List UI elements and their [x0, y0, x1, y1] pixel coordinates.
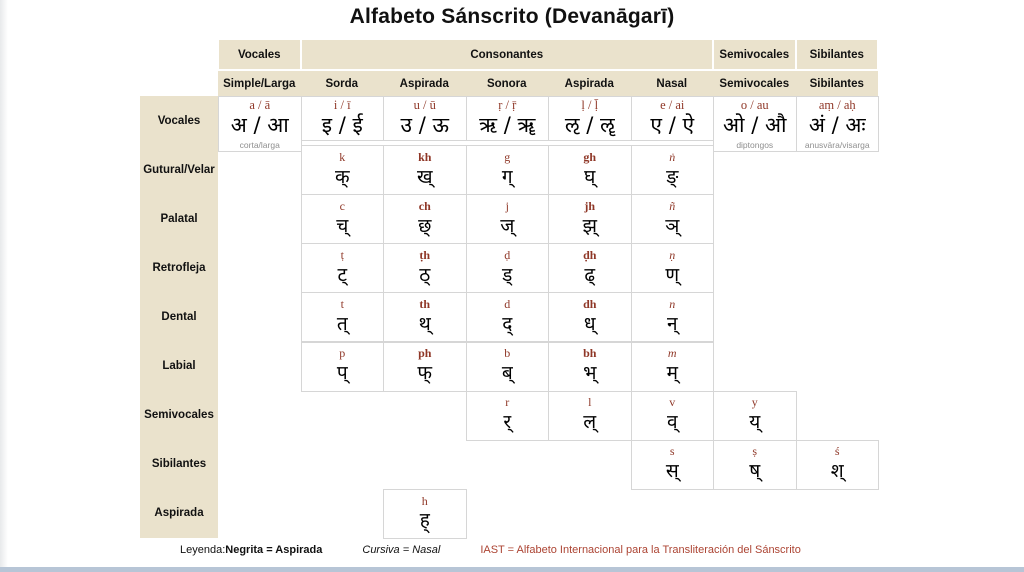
table-cell — [218, 96, 302, 152]
devanagari-text: ञ् — [665, 214, 680, 237]
bottom-edge-bar — [0, 567, 1024, 572]
devanagari-text: ज् — [500, 214, 515, 237]
table-cell — [466, 145, 550, 195]
table-cell — [713, 440, 797, 490]
table-cell — [631, 292, 715, 342]
row-label: Dental — [161, 310, 197, 323]
devanagari-text: अ / आ — [230, 113, 289, 138]
devanagari-text: भ् — [583, 362, 597, 385]
table-cell — [383, 489, 467, 539]
iast-text: g — [504, 149, 511, 164]
table-cell — [301, 342, 385, 392]
devanagari-text: ध् — [583, 312, 596, 335]
table-cell — [466, 96, 550, 141]
table-cell — [713, 391, 797, 441]
table-cell — [466, 342, 550, 392]
devanagari-text: न् — [666, 312, 678, 335]
devanagari-text: प् — [336, 362, 348, 385]
left-edge-shadow — [0, 0, 8, 572]
group-header: Vocales — [219, 40, 300, 69]
page-title: Alfabeto Sánscrito (Devanāgarī) — [349, 5, 675, 28]
devanagari-text: ऌ / ॡ — [564, 113, 615, 138]
iast-text: r — [505, 395, 510, 410]
iast-text: ṛ / ṝ — [498, 97, 517, 112]
iast-text: ñ — [669, 198, 676, 213]
devanagari-text: ह् — [419, 509, 430, 532]
iast-text: i / ī — [333, 97, 351, 112]
devanagari-text: ऋ / ॠ — [479, 113, 536, 138]
column-header: Nasal — [656, 77, 688, 90]
legend-prefix-group — [180, 544, 322, 556]
legend — [180, 544, 801, 556]
iast-text: ch — [418, 198, 431, 213]
table-cell — [631, 440, 715, 490]
table-cell — [383, 243, 467, 293]
row-label: Palatal — [160, 212, 198, 225]
devanagari-text: फ् — [417, 362, 433, 385]
devanagari-text: स् — [665, 460, 679, 483]
devanagari-text: क् — [334, 165, 350, 188]
iast-text: v — [669, 395, 676, 410]
table-cell — [383, 194, 467, 244]
column-header: Sibilantes — [809, 77, 864, 90]
legend-iast-item: IAST = Alfabeto Internacional para la Transliteración del Sánscrito — [480, 544, 801, 556]
iast-text: ḍh — [583, 248, 597, 263]
devanagari-text: र् — [503, 411, 512, 434]
iast-text: h — [421, 493, 428, 508]
table-cell — [631, 243, 715, 293]
row-label: Vocales — [157, 114, 201, 127]
devanagari-text: ण् — [665, 263, 680, 286]
iast-text: aṃ / aḥ — [818, 97, 856, 112]
legend-bold-item: Negrita = Aspirada — [225, 544, 323, 556]
row-label: Gutural/Velar — [143, 163, 215, 176]
devanagari-text: ष् — [749, 460, 761, 483]
iast-text: ṇ — [669, 248, 676, 263]
table-cell — [466, 292, 550, 342]
table-cell — [301, 194, 385, 244]
table-cell — [383, 292, 467, 342]
cell-caption: diptongos — [736, 139, 774, 150]
iast-text: k — [339, 149, 346, 164]
devanagari-text: थ् — [418, 312, 431, 335]
table-cell — [466, 391, 550, 441]
row-label: Semivocales — [144, 409, 214, 422]
devanagari-text: ब् — [501, 362, 513, 385]
iast-text: p — [339, 346, 346, 361]
devanagari-text: ट् — [337, 263, 348, 286]
table-cell — [713, 96, 797, 152]
devanagari-text: व् — [666, 411, 678, 434]
table-cell — [631, 391, 715, 441]
cell-caption: corta/larga — [239, 139, 280, 150]
devanagari-text: ढ् — [584, 263, 596, 286]
iast-text: ḍ — [504, 248, 511, 263]
table-cell — [548, 145, 632, 195]
iast-text: e / ai — [660, 97, 685, 112]
table-cell — [796, 440, 880, 490]
devanagari-text: छ् — [418, 214, 432, 237]
table-cell — [631, 194, 715, 244]
column-header: Simple/Larga — [223, 77, 296, 90]
iast-text: gh — [583, 149, 597, 164]
devanagari-text: ल् — [583, 411, 597, 434]
row-label: Sibilantes — [151, 458, 207, 471]
iast-text: bh — [583, 346, 597, 361]
devanagari-text: ख् — [416, 165, 433, 188]
row-label: Aspirada — [154, 507, 204, 520]
column-header: Semivocales — [719, 77, 790, 90]
devanagari-text: इ / ई — [321, 113, 363, 138]
iast-text: y — [751, 395, 758, 410]
iast-text: ḷ / ḹ — [581, 97, 599, 112]
iast-text: t — [340, 297, 344, 312]
devanagari-text: म् — [666, 362, 678, 385]
devanagari-text: घ् — [584, 165, 596, 188]
legend-italic-item: Cursiva = Nasal — [362, 544, 441, 556]
table-cell — [466, 194, 550, 244]
table-cell — [301, 243, 385, 293]
table-cell — [383, 145, 467, 195]
iast-text: m — [667, 346, 677, 361]
group-header: Consonantes — [302, 40, 713, 69]
table-cell — [301, 145, 385, 195]
devanagari-text: च् — [336, 214, 349, 237]
iast-text: ṣ — [752, 444, 758, 459]
iast-text: c — [339, 198, 345, 213]
row-label: Labial — [162, 360, 196, 373]
iast-text: j — [505, 198, 509, 213]
table-cell — [383, 96, 467, 141]
row-label: Retrofleja — [152, 261, 206, 274]
devanagari-text: ग् — [501, 165, 513, 188]
iast-text: a / ā — [249, 97, 271, 112]
table-cell — [548, 342, 632, 392]
devanagari-text: अं / अः — [808, 113, 866, 138]
iast-text: jh — [584, 198, 596, 213]
table-cell — [548, 243, 632, 293]
table-cell — [301, 96, 385, 141]
table-cell — [796, 96, 880, 152]
table-cell — [548, 194, 632, 244]
iast-text: u / ū — [413, 97, 436, 112]
devanagari-text: य् — [749, 411, 761, 434]
group-header: Sibilantes — [797, 40, 878, 69]
iast-text: dh — [583, 297, 597, 312]
devanagari-text: ओ / औ — [723, 113, 787, 138]
table-cell — [548, 96, 632, 141]
iast-text: s — [669, 444, 675, 459]
devanagari-text: ए / ऐ — [650, 113, 695, 138]
table-cell — [548, 391, 632, 441]
table-cell — [631, 96, 715, 141]
iast-text: l — [588, 395, 592, 410]
table-cell — [631, 342, 715, 392]
table-cell — [548, 292, 632, 342]
iast-text: ś — [834, 444, 840, 459]
iast-text: kh — [418, 149, 432, 164]
iast-text: d — [504, 297, 511, 312]
devanagari-text: ङ् — [666, 165, 679, 188]
iast-text: th — [419, 297, 431, 312]
iast-text: o / au — [740, 97, 769, 112]
group-header: Semivocales — [714, 40, 795, 69]
cell-caption: anusvāra/visarga — [804, 139, 870, 150]
table-cell — [301, 292, 385, 342]
column-header: Sorda — [325, 77, 359, 90]
column-header: Aspirada — [564, 77, 614, 90]
iast-text: n — [669, 297, 676, 312]
devanagari-text: ड् — [502, 263, 513, 286]
devanagari-text: त् — [336, 312, 348, 335]
iast-text: ṅ — [669, 149, 676, 164]
iast-text: ph — [418, 346, 432, 361]
devanagari-text: झ् — [582, 214, 597, 237]
devanagari-text: श् — [830, 460, 844, 483]
devanagari-text: उ / ऊ — [400, 113, 449, 138]
devanagari-text: द् — [502, 312, 513, 335]
table-cell — [383, 342, 467, 392]
table-cell — [631, 145, 715, 195]
column-header: Sonora — [486, 77, 527, 90]
iast-text: ṭ — [340, 248, 344, 263]
table-cell — [466, 243, 550, 293]
iast-text: b — [504, 346, 511, 361]
iast-text: ṭh — [419, 248, 431, 263]
column-header: Aspirada — [399, 77, 449, 90]
devanagari-text: ठ् — [419, 263, 431, 286]
legend-prefix: Leyenda: — [180, 544, 226, 556]
